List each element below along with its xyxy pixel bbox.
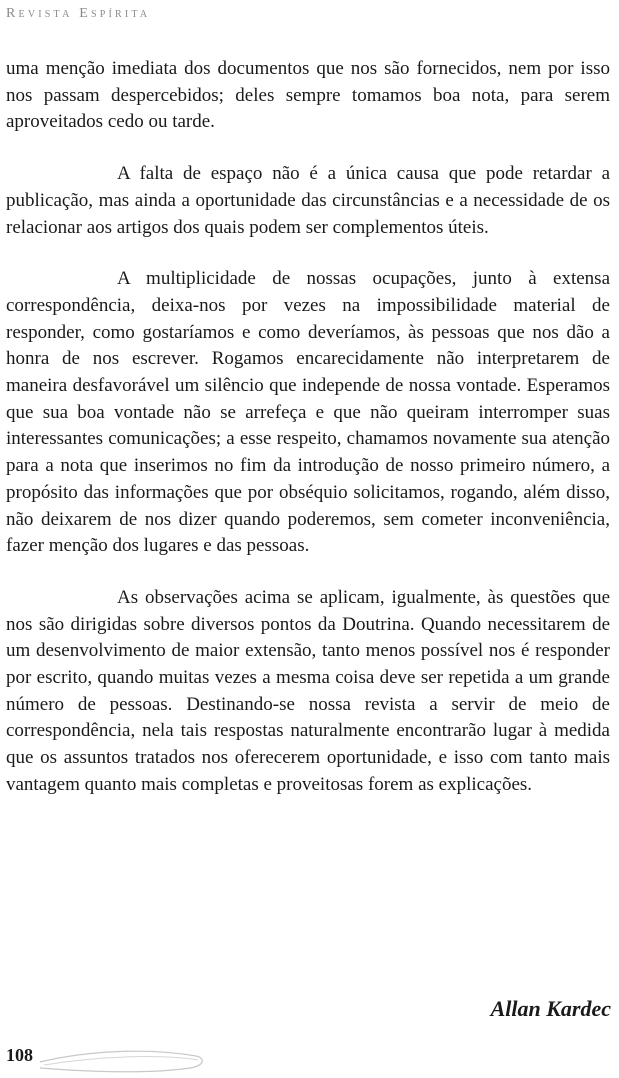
paragraph: A falta de espaço não é a única causa que pode retardar a publicação, mas ainda a oportunidade das circunstâncias e a necessidade de os relacionar aos artigos dos quais podem ser complementos úteis. bbox=[6, 163, 610, 238]
running-header: Revista Espírita bbox=[6, 6, 151, 21]
footer-swoosh-ornament bbox=[0, 1042, 220, 1078]
page-number: 108 bbox=[6, 1045, 33, 1065]
paragraph: A multiplicidade de nossas ocupações, junto à extensa correspondência, deixa-nos por vezes na impossibilidade material de responder, como gostaríamos e como deveríamos, às pessoas que nos dão a honra de nos escrever. Rogamos encarecidamente não interpretarem de maneira desfavorável um silêncio que independe de nossa vontade. Esperamos que sua boa vontade não se arrefeça e que não queiram interromper suas interessantes comunicações; a esse respeito, chamamos novamente sua atenção para a nota que inserimos no fim da introdução de nosso primeiro número, a propósito das informações que por obséquio solicitamos, rogando, além disso, não deixarem de nos dizer quando poderemos, sem cometer inconveniência, fazer menção dos lugares e das pessoas. bbox=[6, 268, 610, 557]
paragraph-continuation: uma menção imediata dos documentos que nos são fornecidos, nem por isso nos passam despercebidos; deles sempre tomamos boa nota, para serem aproveitados cedo ou tarde. bbox=[6, 58, 610, 133]
paragraph: As observações acima se aplicam, igualmente, às questões que nos são dirigidas sobre diversos pontos da Doutrina. Quando necessitarem de um desenvolvimento de maior extensão, tanto menos possível nos é responder por escrito, quando muitas vezes a mesma coisa deve ser repetida a um grande número de pessoas. Destinando-se nossa revista a servir de meio de correspondência, nela tais respostas naturalmente encontrarão lugar à medida que os assuntos tratados nos oferecerem oportunidade, e isso com tanto mais vantagem quanto mais completas e proveitosas forem as explicações. bbox=[6, 586, 610, 795]
author-signature: Allan Kardec bbox=[490, 996, 611, 1021]
page-body bbox=[6, 56, 610, 824]
